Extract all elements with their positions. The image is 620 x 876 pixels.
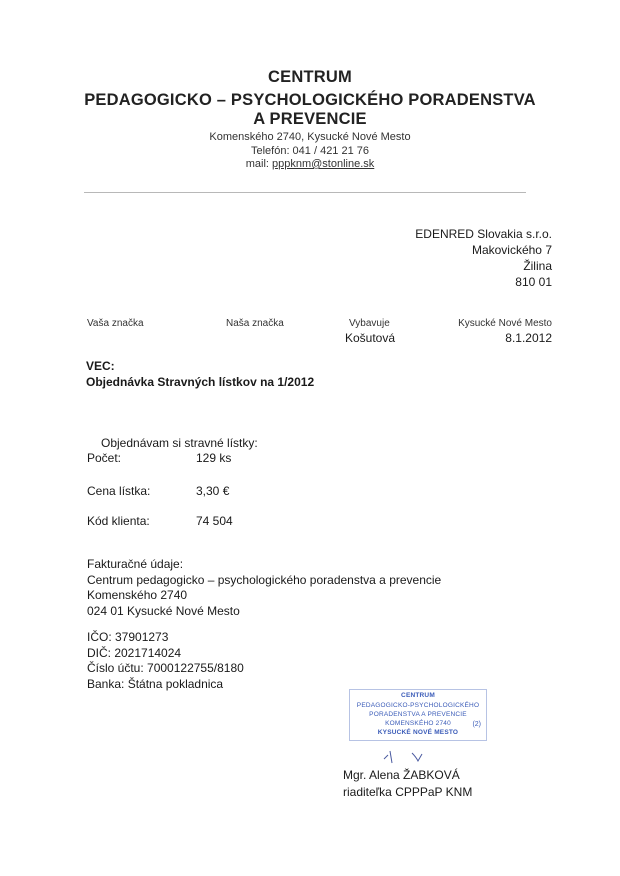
count-value: 129 ks — [196, 451, 232, 465]
order-intro: Objednávam si stravné lístky: — [101, 436, 258, 450]
billing-label: Fakturačné údaje: — [87, 557, 184, 571]
header-address: Komenského 2740, Kysucké Nové Mesto — [209, 131, 411, 143]
date-value: 8.1.2012 — [505, 331, 552, 345]
mail-link[interactable]: pppknm@stonline.sk — [272, 158, 375, 170]
stamp-line-1: CENTRUM — [401, 692, 435, 699]
account-number: Číslo účtu: 7000122755/8180 — [87, 661, 244, 675]
stamp-line-4: KOMENSKÉHO 2740 — [385, 720, 451, 727]
header-divider — [84, 192, 526, 193]
billing-street: Komenského 2740 — [87, 588, 188, 602]
recipient-name: EDENRED Slovakia s.r.o. — [415, 227, 552, 241]
billing-block — [87, 557, 441, 619]
header-centrum: CENTRUM — [268, 68, 352, 86]
nasa-znacka-label: Naša značka — [226, 318, 284, 329]
price-label: Cena lístka: — [87, 484, 151, 498]
mail-label: mail: — [245, 158, 272, 170]
header-phone: Telefón: 041 / 421 21 76 — [250, 145, 370, 157]
ico: IČO: 37901273 — [87, 630, 169, 644]
count-label: Počet: — [87, 451, 122, 465]
recipient-street: Makovického 7 — [471, 243, 552, 257]
ids-block — [87, 630, 244, 692]
subject-label: VEC: — [86, 359, 115, 373]
subject-text: Objednávka Stravných lístkov na 1/2012 — [86, 375, 315, 389]
header-org-name: PEDAGOGICKO – PSYCHOLOGICKÉHO PORADENSTVA — [84, 91, 536, 109]
stamp-line-5: KYSUCKÉ NOVÉ MESTO — [377, 729, 459, 736]
vybavuje-value: Košutová — [345, 331, 396, 345]
stamp-line-2: PEDAGOGICKO-PSYCHOLOGICKÉHO — [356, 702, 480, 709]
official-stamp — [349, 689, 487, 741]
billing-city: 024 01 Kysucké Nové Mesto — [87, 603, 240, 618]
signature-mark-icon — [378, 745, 438, 767]
billing-name: Centrum pedagogicko – psychologického poradenstva a prevencie — [87, 572, 442, 587]
header-mail — [0, 158, 620, 170]
header-prevencie: A PREVENCIE — [253, 110, 367, 128]
price-value: 3,30 € — [196, 484, 230, 498]
stamp-line-3: PORADENSTVA A PREVENCIE — [369, 711, 467, 718]
dic: DIČ: 2021714024 — [87, 645, 182, 660]
bank: Banka: Štátna pokladnica — [87, 676, 224, 691]
place-label: Kysucké Nové Mesto — [458, 318, 552, 329]
signature-title: riaditeľka CPPPaP KNM — [343, 785, 473, 799]
recipient-zip: 810 01 — [515, 275, 552, 289]
recipient-block — [415, 226, 552, 290]
client-label: Kód klienta: — [87, 514, 150, 528]
vybavuje-label: Vybavuje — [349, 318, 390, 329]
vasa-znacka-label: Vaša značka — [87, 318, 144, 329]
stamp-number: (2) — [472, 721, 481, 728]
signature-name: Mgr. Alena ŽABKOVÁ — [343, 768, 460, 782]
recipient-city: Žilina — [523, 259, 552, 273]
client-value: 74 504 — [196, 514, 233, 528]
